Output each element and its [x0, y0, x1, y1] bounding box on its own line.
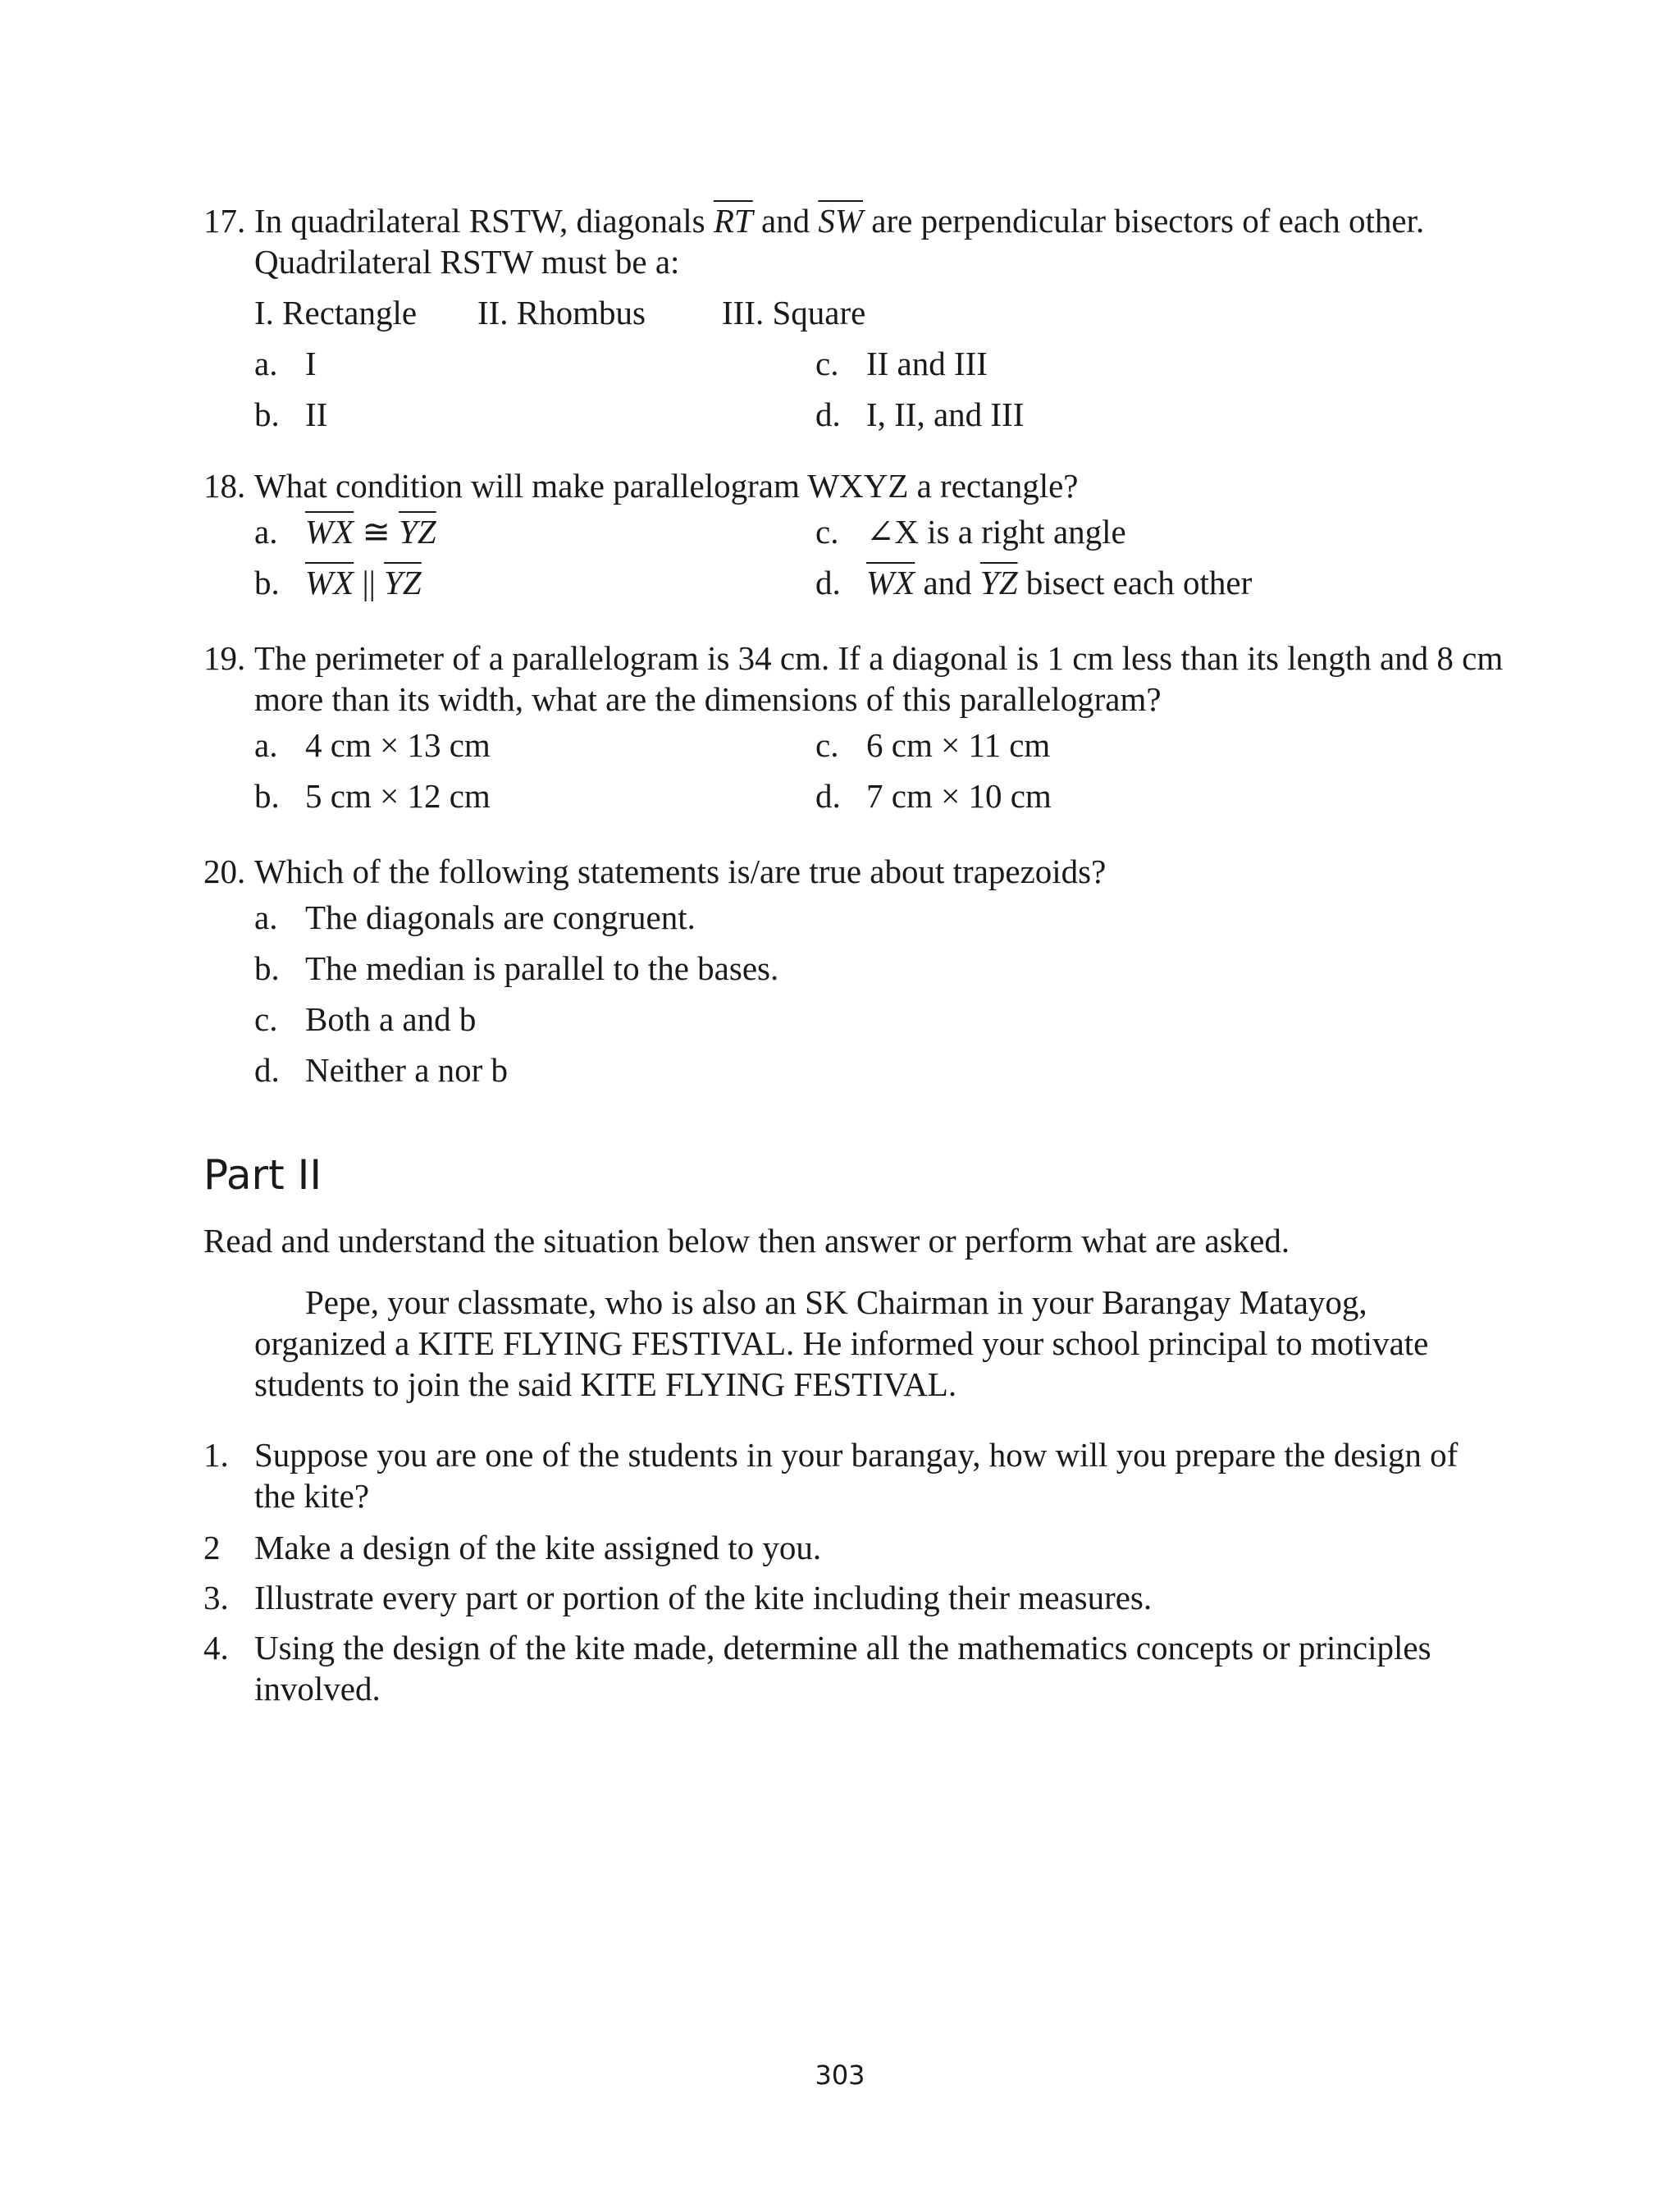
options-row [203, 557, 1483, 608]
task-number: 3. [203, 1579, 229, 1616]
options-row [203, 720, 1483, 770]
option-label: a. [254, 345, 278, 382]
option-label: b. [254, 777, 280, 815]
roman-item: I. Rectangle [254, 294, 418, 331]
stem-text: Which of the following statements is/are true about trapezoids? [254, 853, 1107, 890]
situation-line: Pepe, your classmate, who is also an SK Chairman in your Barangay Matayog, [305, 1283, 1367, 1321]
segment-yz: $\overline{YZ}$ [979, 564, 1018, 601]
question-number: 19. [203, 639, 246, 677]
option-text: bisect each other [1017, 564, 1253, 601]
stem-text: What condition will make parallelogram WXYZ a rectangle? [254, 467, 1079, 505]
question-17 [203, 200, 1483, 440]
task-line: Using the design of the kite made, determine all the mathematics concepts or principles [254, 1629, 1431, 1667]
segment-yz: $\overline{YZ}$ [384, 564, 422, 601]
option-text: 7 cm × 10 cm [866, 777, 1052, 815]
congruent-symbol: ≅ [354, 513, 399, 551]
option-label: b. [254, 564, 280, 601]
question-stem [203, 851, 1483, 892]
task-text [254, 1577, 1483, 1618]
question-stem-line-2: more than its width, what are the dimensions of this parallelogram? [254, 680, 1162, 718]
option-c [254, 999, 476, 1040]
option-d [815, 394, 1024, 435]
question-stem-line-2: Quadrilateral RSTW must be a: [254, 243, 680, 281]
instruction-text: Read and understand the situation below then answer or perform what are asked. [203, 1222, 1290, 1260]
stem-text: and [752, 202, 819, 240]
task-text [254, 1434, 1483, 1516]
option-text: The diagonals are congruent. [305, 898, 696, 936]
option-label: a. [254, 513, 278, 551]
option-label: b. [254, 395, 280, 433]
stem-text: The perimeter of a parallelogram is 34 cm. If a diagonal is 1 cm less than its length and 8 cm [254, 639, 1504, 677]
option-text: Both a and b [305, 1000, 477, 1038]
option-d [815, 562, 1252, 603]
option-text: and [915, 564, 980, 601]
option-a [254, 511, 436, 552]
option-label: c. [254, 1000, 278, 1038]
question-stem [203, 200, 1483, 241]
option-text: The median is parallel to the bases. [305, 949, 779, 987]
task-line: Illustrate every part or portion of the kite including their measures. [254, 1579, 1153, 1616]
roman-choices [203, 287, 1483, 338]
option-a [254, 343, 317, 384]
question-20 [203, 851, 1483, 1095]
option-d [815, 775, 1052, 816]
question-number: 18. [203, 467, 246, 505]
option-text: I [305, 345, 317, 382]
option-a [254, 897, 696, 938]
options-row [203, 1045, 1483, 1095]
option-text: 6 cm × 11 cm [866, 726, 1051, 764]
option-label: d. [815, 395, 841, 433]
option-label: a. [254, 898, 278, 936]
options-row [203, 943, 1483, 994]
options-row [203, 389, 1483, 440]
options-row [203, 506, 1483, 557]
situation-line: students to join the said KITE FLYING FESTIVAL. [254, 1365, 957, 1403]
stem-text: In quadrilateral RSTW, diagonals [254, 202, 714, 240]
question-18 [203, 465, 1483, 608]
parallel-symbol: || [354, 564, 385, 601]
option-d [254, 1049, 508, 1090]
option-c [815, 725, 1050, 766]
option-label: d. [815, 777, 841, 815]
segment-wx: $\overline{WX}$ [866, 564, 915, 601]
question-stem [203, 465, 1483, 506]
option-label: c. [815, 345, 839, 382]
task-number: 2 [203, 1529, 221, 1566]
segment-sw: $\overline{SW}$ [818, 202, 864, 240]
options-row [203, 892, 1483, 943]
option-label: c. [815, 726, 839, 764]
section-heading: Part II [203, 1151, 322, 1199]
task-text [254, 1527, 1483, 1568]
question-stem [203, 638, 1504, 679]
question-number: 17. [203, 202, 246, 240]
option-text: Neither a nor b [305, 1051, 509, 1089]
option-c [815, 511, 1126, 552]
options-row [203, 338, 1483, 389]
option-text: II and III [866, 345, 988, 382]
task-item [203, 1627, 1483, 1709]
option-c [815, 343, 988, 384]
option-label: d. [254, 1051, 280, 1089]
segment-wx: $\overline{WX}$ [305, 513, 354, 551]
task-item [203, 1577, 1483, 1618]
task-line: the kite? [254, 1477, 370, 1515]
stem-text: are perpendicular bisectors of each other. [863, 202, 1425, 240]
task-item [203, 1434, 1483, 1516]
option-b [254, 394, 327, 435]
option-a [254, 725, 491, 766]
situation-paragraph [254, 1282, 1485, 1405]
option-b [254, 775, 491, 816]
option-text: 5 cm × 12 cm [305, 777, 491, 815]
option-label: b. [254, 949, 280, 987]
task-line: involved. [254, 1670, 381, 1708]
task-text [254, 1627, 1483, 1709]
option-b [254, 562, 422, 603]
option-text: ∠X is a right angle [866, 513, 1126, 551]
options-row [203, 770, 1483, 821]
situation-line: organized a KITE FLYING FESTIVAL. He informed your school principal to motivate [254, 1324, 1429, 1362]
roman-item: III. Square [722, 294, 866, 331]
option-text: 4 cm × 13 cm [305, 726, 491, 764]
segment-yz: $\overline{YZ}$ [399, 513, 436, 551]
task-item [203, 1527, 1483, 1568]
option-text: I, II, and III [866, 395, 1025, 433]
option-text: II [305, 395, 328, 433]
option-label: a. [254, 726, 278, 764]
option-label: c. [815, 513, 839, 551]
task-number: 4. [203, 1629, 229, 1667]
task-line: Suppose you are one of the students in your barangay, how will you prepare the design of [254, 1436, 1459, 1474]
options-row [203, 994, 1483, 1045]
segment-wx: $\overline{WX}$ [305, 564, 354, 601]
task-number: 1. [203, 1436, 229, 1474]
page-number: 303 [815, 2060, 865, 2091]
task-line: Make a design of the kite assigned to you. [254, 1529, 822, 1566]
segment-rt: $\overline{RT}$ [713, 202, 753, 240]
option-b [254, 948, 778, 989]
option-label: d. [815, 564, 841, 601]
question-number: 20. [203, 853, 246, 890]
roman-item: II. Rhombus [477, 294, 646, 331]
question-19 [203, 638, 1504, 821]
